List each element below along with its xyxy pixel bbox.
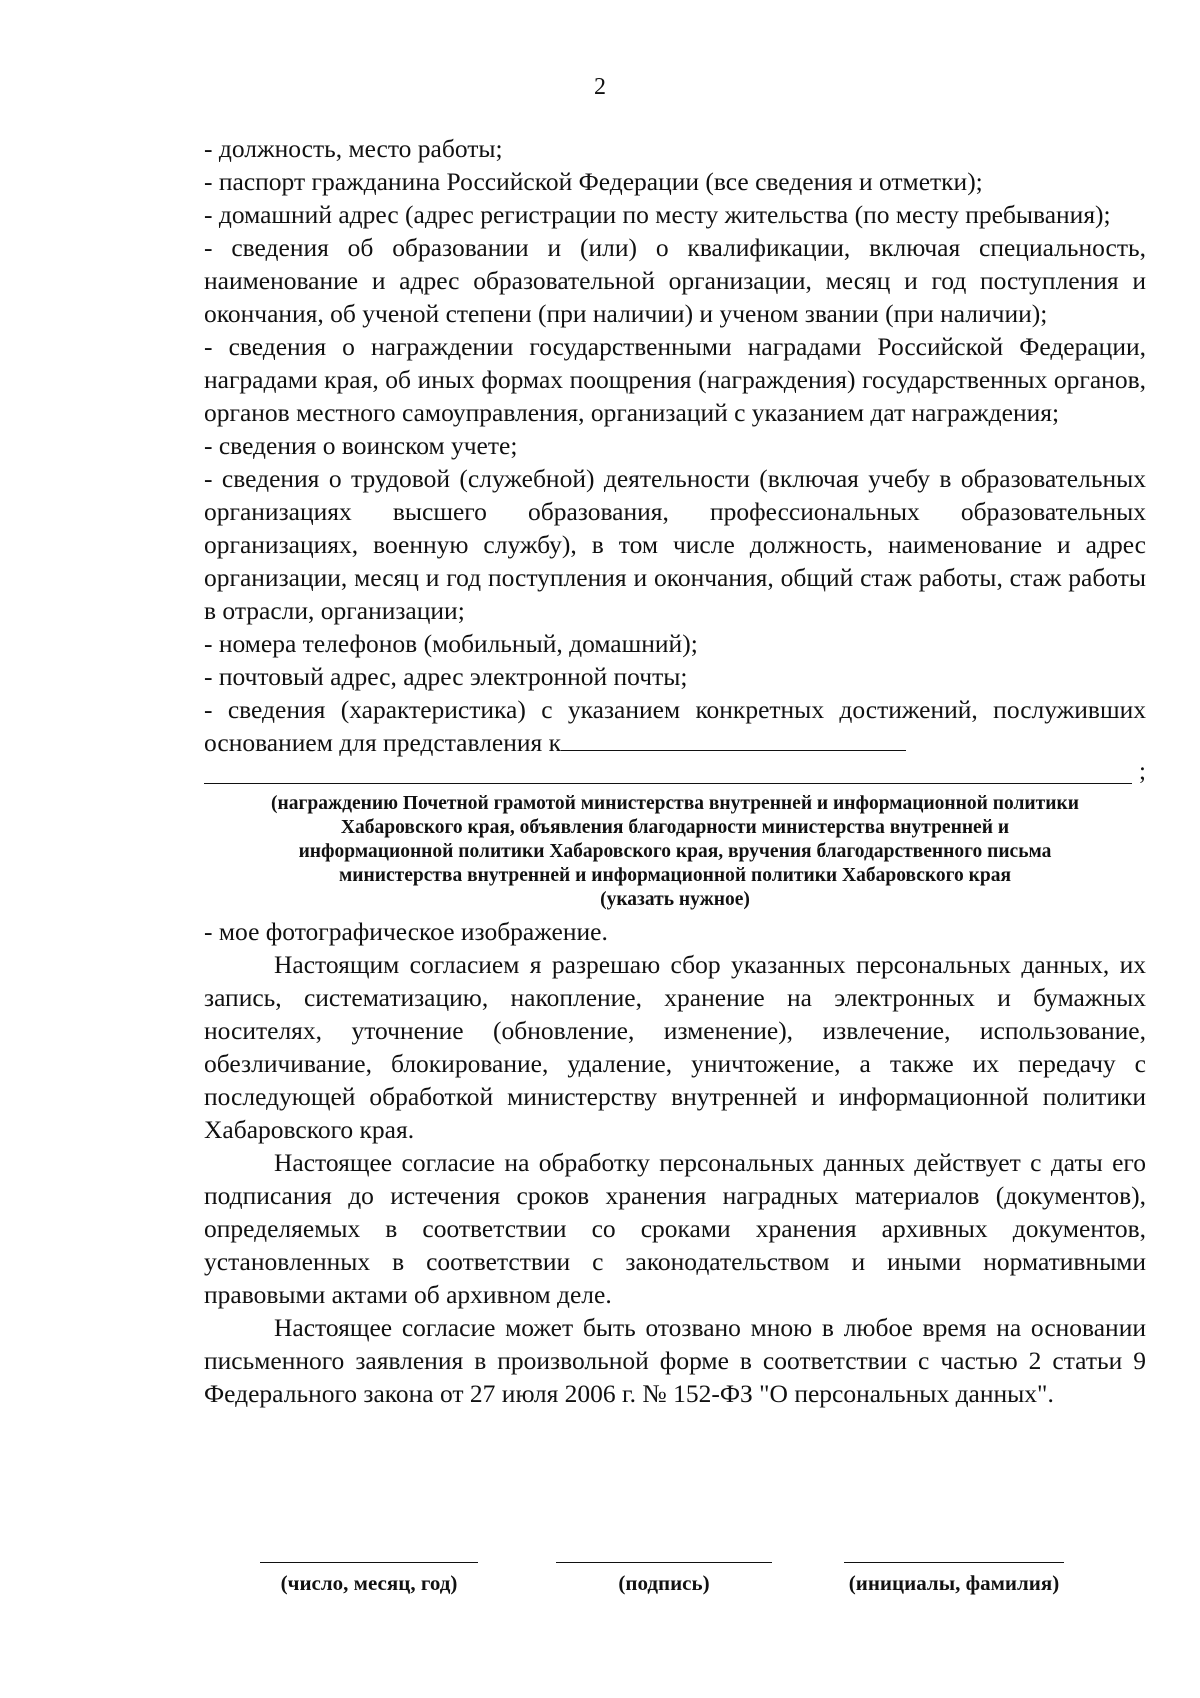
signature-line [556,1562,772,1563]
hint-line: Хабаровского края, объявления благодарности министерства внутренней и [340,817,1010,838]
signature-field[interactable] [556,1562,772,1596]
list-item: - почтовый адрес, адрес электронной почты; [204,662,688,691]
achievements-text: - сведения (характеристика) с указанием конкретных достижений, послуживших основанием для представления к [204,695,1146,757]
list-item: - сведения об образовании и (или) о квалификации, включая специальность, наименование и адрес образовательной организации, месяц и год поступления и окончания, об ученой степени (при наличии) и ученом звании (при наличии); [204,233,1146,328]
name-field[interactable] [844,1562,1064,1596]
list-item: - сведения о трудовой (служебной) деятельности (включая учебу в образовательных организациях высшего образования, профессиональных образовательных организациях, военную службу), в том числе должность, наименование и адрес организации, месяц и год поступления и окончания, общий стаж работы, стаж работы в отрасли, организации; [204,464,1146,625]
hint-line: (указать нужное) [600,889,750,910]
signature-label: (подпись) [618,1571,710,1595]
consent-paragraph: Настоящим согласием я разрешаю сбор указанных персональных данных, их запись, систематизацию, накопление, хранение на электронных и бумажных носителях, уточнение (обновление, изменение), извлечение, использование, обезличивание, блокирование, удаление, уничтожение, а также их передачу с последующей обработкой министерству внутренней и информационной политики Хабаровского края. [204,950,1146,1144]
hint-line: министерства внутренней и информационной политики Хабаровского края [338,865,1012,886]
list-item: - сведения о воинском учете; [204,431,518,460]
date-field[interactable] [260,1562,478,1596]
award-type-blank[interactable] [561,728,906,751]
hint-line: (награждению Почетной грамотой министерства внутренней и информационной политики [271,793,1079,814]
award-type-hint [204,792,1146,912]
list-item: - домашний адрес (адрес регистрации по месту жительства (по месту пребывания); [204,200,1111,229]
date-label: (число, месяц, год) [280,1571,458,1595]
name-line [844,1562,1064,1563]
consent-body [204,132,1146,1410]
photo-item: - мое фотографическое изображение. [204,917,608,946]
date-line [260,1562,478,1563]
page-number: 2 [594,74,606,100]
list-item: - должность, место работы; [204,134,503,163]
name-label: (инициалы, фамилия) [848,1571,1060,1595]
list-item: - номера телефонов (мобильный, домашний); [204,629,698,658]
list-item: - сведения о награждении государственными наградами Российской Федерации, наградами края, об иных формах поощрения (награждения) государственных органов, органов местного самоуправления, организаций с указанием дат награждения; [204,332,1146,427]
blank-semicolon: ; [1139,758,1146,785]
achievements-item [204,693,1146,759]
consent-revocation-paragraph: Настоящее согласие может быть отозвано мною в любое время на основании письменного заявления в произвольной форме в соответствии с частью 2 статьи 9 Федерального закона от 27 июля 2006 г. № 152-ФЗ "О персональных данных". [204,1313,1146,1408]
signature-block [260,1562,1080,1622]
consent-validity-paragraph: Настоящее согласие на обработку персональных данных действует с даты его подписания до истечения сроков хранения наградных материалов (документов), определяемых в соответствии со сроками хранения архивных документов, установленных в соответствии с законодательством и иными нормативными правовыми актами об архивном деле. [204,1148,1146,1309]
hint-line: информационной политики Хабаровского края, вручения благодарственного письма [298,841,1052,862]
award-type-blank-line[interactable] [204,759,1146,792]
blank-rule [204,783,1132,784]
list-item: - паспорт гражданина Российской Федерации (все сведения и отметки); [204,167,983,196]
